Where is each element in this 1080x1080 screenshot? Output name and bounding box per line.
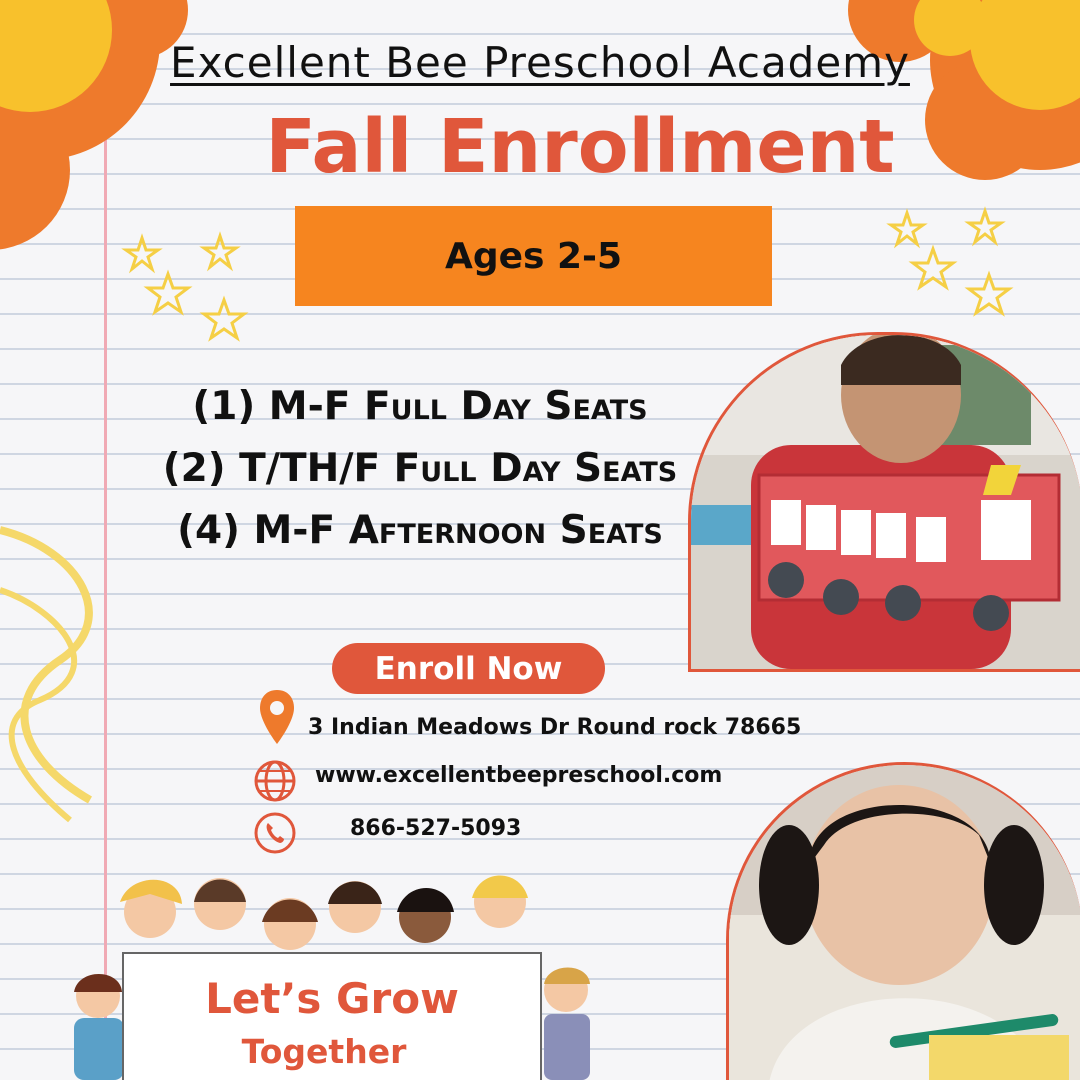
seat-item: (4) M-F Afternoon Seats: [177, 508, 663, 553]
website-link[interactable]: www.excellentbeepreschool.com: [315, 762, 723, 788]
seat-item: (1) M-F Full Day Seats: [192, 384, 648, 429]
sign-line-1: Let’s Grow: [205, 974, 459, 1023]
lets-grow-sign: [122, 952, 542, 1080]
school-name: Excellent Bee Preschool Academy: [170, 38, 910, 87]
enroll-now-button[interactable]: Enroll Now: [332, 643, 605, 694]
headline: Fall Enrollment: [265, 104, 895, 190]
location-pin-icon: [258, 688, 296, 746]
ages-label: Ages 2-5: [444, 235, 623, 277]
sign-line-2: Together: [241, 1032, 407, 1071]
address-row: [258, 688, 801, 746]
phone-row: [253, 811, 521, 855]
website-row: [253, 759, 722, 803]
address-text: 3 Indian Meadows Dr Round rock 78665: [308, 714, 802, 740]
cartoon-kids-illustration: [110, 862, 550, 962]
star-doodles-left: [120, 230, 260, 360]
phone-number[interactable]: 866-527-5093: [350, 815, 522, 841]
globe-icon: [253, 759, 297, 803]
star-doodles-right: [885, 205, 1025, 335]
photo-boy-craft: [688, 332, 1080, 672]
seat-item: (2) T/TH/F Full Day Seats: [162, 446, 678, 491]
ages-banner: [295, 206, 772, 306]
scribble-decoration: [0, 500, 140, 840]
phone-icon: [253, 811, 297, 855]
photo-girl-drawing: [726, 762, 1080, 1080]
seats-list: [140, 376, 700, 562]
